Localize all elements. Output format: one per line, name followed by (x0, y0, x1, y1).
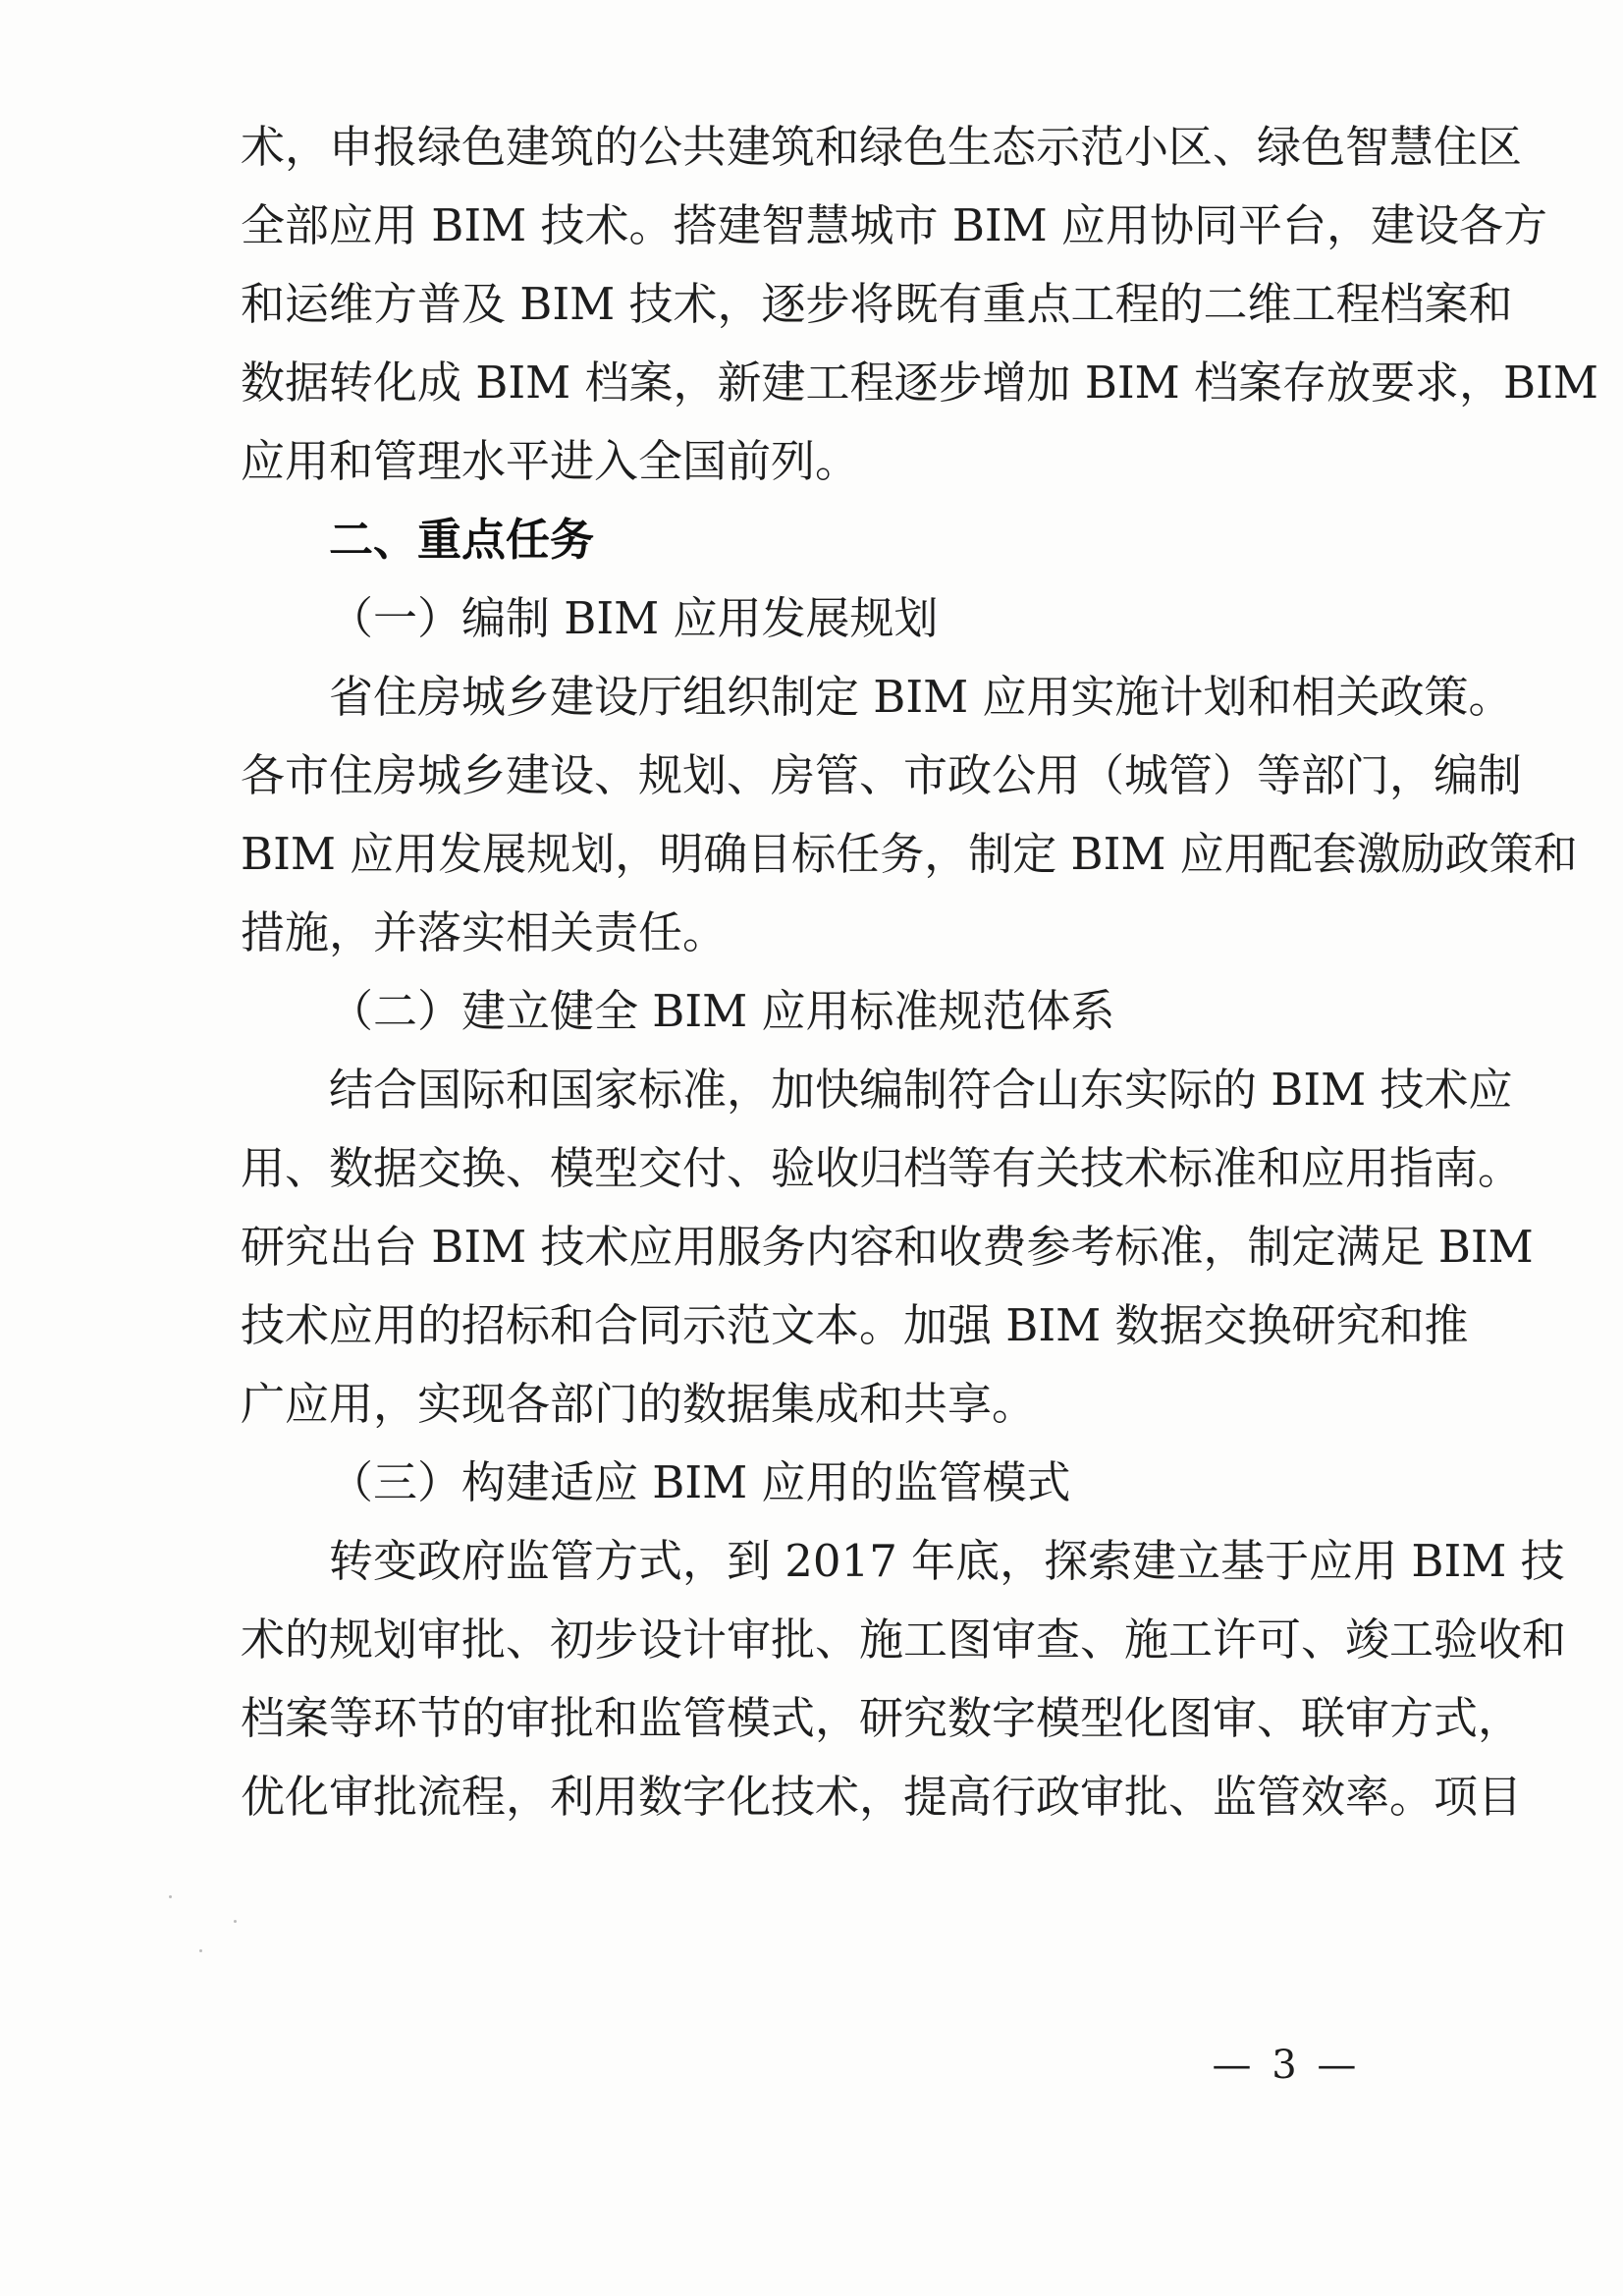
scan-speck (234, 1920, 237, 1923)
task-three-line-3: 档案等环节的审批和监管模式，研究数字模型化图审、联审方式， (241, 1692, 1523, 1744)
scan-speck (199, 1949, 202, 1952)
task-two-line-1: 结合国际和国家标准，加快编制符合山东实际的 BIM 技术应 (329, 1064, 1513, 1116)
page-number: — 3 — (1212, 2043, 1361, 2088)
task-one-line-3: BIM 应用发展规划，明确目标任务，制定 BIM 应用配套激励政策和 (241, 828, 1578, 880)
section-heading-key-tasks: 二、重点任务 (329, 514, 595, 566)
intro-line-5: 应用和管理水平进入全国前列。 (241, 435, 860, 487)
task-two-line-5: 广应用，实现各部门的数据集成和共享。 (241, 1378, 1037, 1430)
task-three-line-1: 转变政府监管方式，到 2017 年底，探索建立基于应用 BIM 技 (329, 1535, 1565, 1587)
task-three-heading: （三）构建适应 BIM 应用的监管模式 (329, 1456, 1071, 1508)
task-one-line-1: 省住房城乡建设厅组织制定 BIM 应用实施计划和相关政策。 (329, 671, 1513, 723)
task-two-line-3: 研究出台 BIM 技术应用服务内容和收费参考标准，制定满足 BIM (241, 1221, 1534, 1273)
task-one-line-4: 措施，并落实相关责任。 (241, 906, 728, 958)
task-two-line-4: 技术应用的招标和合同示范文本。加强 BIM 数据交换研究和推 (241, 1299, 1469, 1351)
intro-line-1: 术，申报绿色建筑的公共建筑和绿色生态示范小区、绿色智慧住区 (241, 121, 1523, 173)
scan-speck (169, 1895, 172, 1898)
intro-line-3: 和运维方普及 BIM 技术，逐步将既有重点工程的二维工程档案和 (241, 278, 1513, 330)
task-two-heading: （二）建立健全 BIM 应用标准规范体系 (329, 985, 1115, 1037)
intro-line-4: 数据转化成 BIM 档案，新建工程逐步增加 BIM 档案存放要求，BIM (241, 356, 1598, 409)
task-three-line-4: 优化审批流程，利用数字化技术，提高行政审批、监管效率。项目 (241, 1771, 1523, 1823)
task-three-line-2: 术的规划审批、初步设计审批、施工图审查、施工许可、竣工验收和 (241, 1613, 1567, 1666)
intro-line-2: 全部应用 BIM 技术。搭建智慧城市 BIM 应用协同平台，建设各方 (241, 199, 1548, 251)
task-two-line-2: 用、数据交换、模型交付、验收归档等有关技术标准和应用指南。 (241, 1142, 1523, 1194)
task-one-line-2: 各市住房城乡建设、规划、房管、市政公用（城管）等部门，编制 (241, 749, 1523, 801)
task-one-heading: （一）编制 BIM 应用发展规划 (329, 592, 939, 644)
